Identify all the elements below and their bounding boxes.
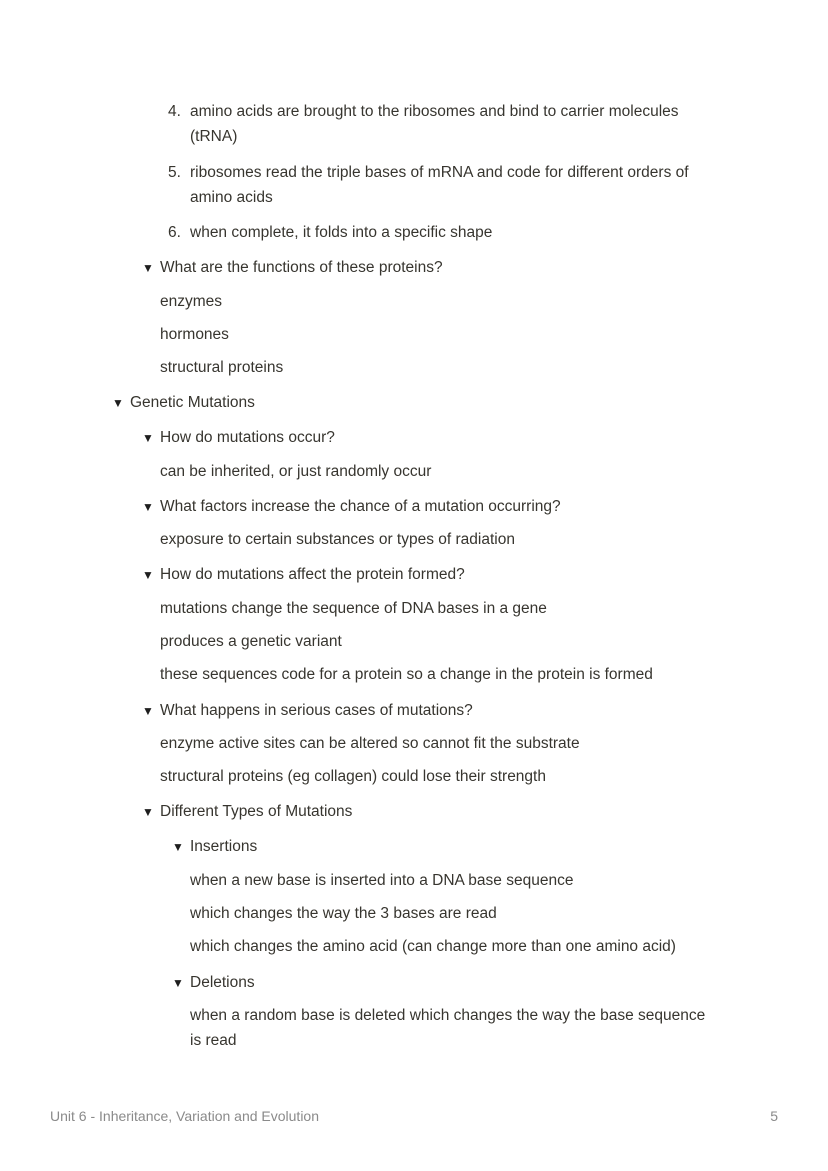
toggle-title: How do mutations affect the protein formed? — [160, 566, 465, 583]
toggle-title: What happens in serious cases of mutations? — [160, 702, 473, 719]
toggle-content-line: produces a genetic variant — [160, 633, 342, 650]
toggle-mutation-effects[interactable] — [142, 562, 465, 588]
toggle-mutation-types[interactable] — [142, 799, 352, 825]
toggle-content-line: can be inherited, or just randomly occur — [160, 463, 432, 480]
toggle-genetic-mutations[interactable] — [112, 390, 255, 416]
toggle-content-line: hormones — [160, 326, 229, 343]
toggle-title: What factors increase the chance of a mutation occurring? — [160, 498, 561, 515]
toggle-serious-cases[interactable] — [142, 698, 473, 724]
toggle-content-line: these sequences code for a protein so a change in the protein is formed — [160, 666, 653, 683]
toggle-deletions[interactable] — [172, 970, 255, 996]
toggle-title: Insertions — [190, 838, 258, 855]
toggle-title: Deletions — [190, 974, 255, 991]
toggle-title: What are the functions of these proteins? — [160, 259, 443, 276]
toggle-insertions[interactable] — [172, 834, 257, 860]
list-text: amino acids are brought to the ribosomes and bind to carrier molecules (tRNA) — [190, 103, 679, 145]
toggle-triangle-icon[interactable]: ▼ — [142, 568, 154, 582]
list-text: ribosomes read the triple bases of mRNA and code for different orders of amino acids — [190, 164, 689, 206]
toggle-content-line: structural proteins — [160, 359, 284, 376]
list-item — [168, 220, 738, 245]
toggle-triangle-icon[interactable]: ▼ — [172, 840, 184, 854]
list-number: 4. — [168, 103, 181, 120]
toggle-how-mutations-occur[interactable] — [142, 425, 335, 451]
toggle-content-line: which changes the way the 3 bases are read — [190, 905, 497, 922]
toggle-triangle-icon[interactable]: ▼ — [142, 431, 154, 445]
toggle-title: Different Types of Mutations — [160, 803, 353, 820]
toggle-triangle-icon[interactable]: ▼ — [142, 500, 154, 514]
toggle-title: Genetic Mutations — [130, 394, 255, 411]
list-item — [168, 160, 738, 210]
toggle-content-line: exposure to certain substances or types of radiation — [160, 531, 515, 548]
toggle-title: How do mutations occur? — [160, 429, 335, 446]
toggle-content-line: enzyme active sites can be altered so cannot fit the substrate — [160, 735, 580, 752]
toggle-triangle-icon[interactable]: ▼ — [172, 976, 184, 990]
list-item — [168, 99, 738, 149]
toggle-content-line: which changes the amino acid (can change more than one amino acid) — [190, 938, 676, 955]
page-number: 5 — [770, 1108, 778, 1124]
toggle-triangle-icon[interactable]: ▼ — [142, 261, 154, 275]
footer-title: Unit 6 - Inheritance, Variation and Evolution — [50, 1108, 320, 1124]
toggle-functions[interactable] — [142, 255, 443, 281]
list-number: 6. — [168, 224, 181, 241]
toggle-triangle-icon[interactable]: ▼ — [142, 805, 154, 819]
toggle-mutation-factors[interactable] — [142, 494, 561, 520]
toggle-content-line: structural proteins (eg collagen) could lose their strength — [160, 768, 546, 785]
toggle-triangle-icon[interactable]: ▼ — [112, 396, 124, 410]
list-text: when complete, it folds into a specific shape — [190, 224, 493, 241]
toggle-triangle-icon[interactable]: ▼ — [142, 704, 154, 718]
toggle-content-line: mutations change the sequence of DNA bases in a gene — [160, 600, 547, 617]
toggle-content-line: enzymes — [160, 293, 223, 310]
toggle-content-line: when a random base is deleted which changes the way the base sequence is read — [190, 1007, 706, 1049]
list-number: 5. — [168, 164, 181, 181]
toggle-content-line: when a new base is inserted into a DNA base sequence — [190, 872, 574, 889]
